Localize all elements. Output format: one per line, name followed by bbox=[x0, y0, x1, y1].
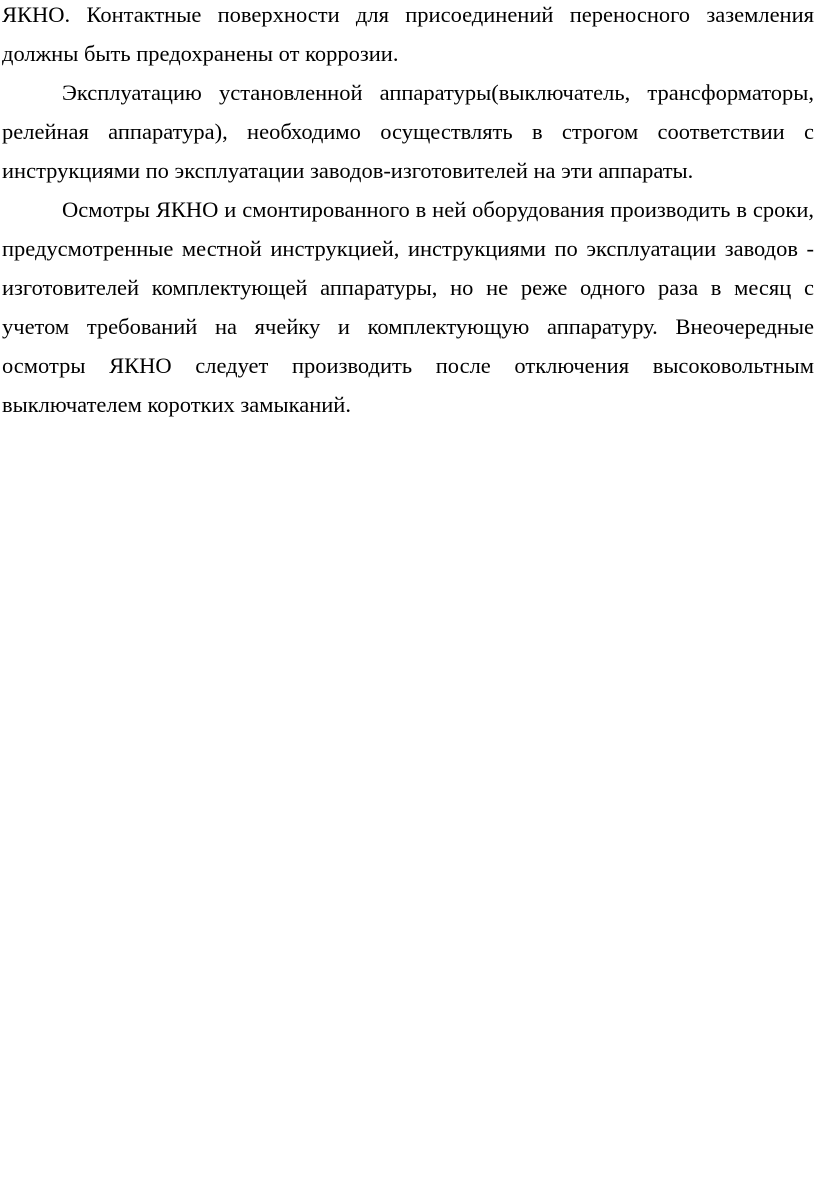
paragraph-inspections: Осмотры ЯКНО и смонтированного в ней оборудования производить в сроки, предусмотренные местной инструкцией, инструкциями по эксплуатации заводов - изготовителей комплектующей аппаратуры, но не реже одного раза в месяц с учетом требований на ячейку и комплектующую аппаратуру. Внеочередные осмотры ЯКНО следует производить после отключения высоковольтным выключателем коротких замыканий. bbox=[2, 197, 814, 417]
document-body bbox=[2, 0, 814, 424]
paragraph-corrosion-protection: ЯКНО. Контактные поверхности для присоединений переносного заземления должны быть предохранены от коррозии. bbox=[2, 2, 814, 66]
paragraph-equipment-operation: Эксплуатацию установленной аппаратуры(выключатель, трансформаторы, релейная аппаратура), необходимо осуществлять в строгом соответствии с инструкциями по эксплуатации заводов-изготовителей на эти аппараты. bbox=[2, 80, 814, 183]
